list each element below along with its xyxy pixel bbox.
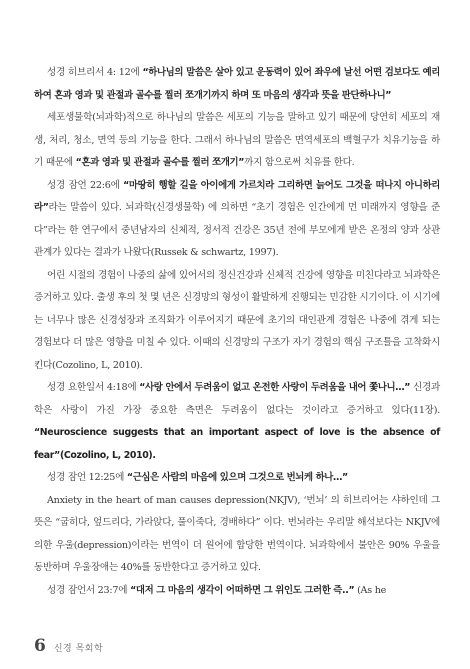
text-segment: 라는 말씀이 있다. 뇌과학(신경생물학) 에 의하면 “초기 경험은 인간에게 먼 미래까지 영향을 준다”라는 한 연구에서 중년남자의 신체적, 정서적 건강은 35년 전에 부모에게 받은 온정의 양과 상관관계가 있다는 결과가 나왔다(Russek & schwartz, 1997).: [34, 202, 440, 258]
page-number: 6: [34, 636, 46, 656]
paragraph: [34, 175, 440, 265]
text-segment: Anxiety in the heart of man causes depression(NKJV), ‘번뇌’ 의 히브리어는 샤하인데 그 뜻은 “굽히다, 엎드리다, 가라앉다, 풀이죽다, 경배하다” 이다. 번뇌라는 우리말 해석보다는 NKJV에 의한 우울(depression)이라는 번역이 더 원어에 합당한 번역이다. 뇌과학에서 불안은 90% 우울을 동반하며 우울장애는 40%를 동반한다고 증거하고 있다.: [34, 494, 440, 573]
scripture-quote: “하나님의 말씀은 살아 있고 운동력이 있어 좌우에 날선 어떤 검보다도 예리하여 혼과 영과 및 관절과 골수를 찔러 쪼개기까지 하며 또 마음의 생각과 뜻을 판단하나니”: [34, 67, 440, 101]
text-segment: (As he: [354, 584, 387, 596]
text-segment: 성경 잠언서 23:7에: [47, 584, 131, 596]
scripture-quote: “사랑 안에서 두려움이 없고 온전한 사랑이 두려움을 내어 쫓나니…”: [139, 382, 411, 393]
page-footer: [34, 636, 103, 656]
scripture-quote: “마땅히 행할 길을 아이에게 가르치라 그리하면 늙어도 그것을 떠나지 아니하리라”: [34, 179, 441, 213]
running-title: 신경 목회학: [53, 644, 104, 654]
paragraph: [34, 377, 440, 467]
text-segment: 신경과학은 사랑이 가진 가장 중요한 측면은 두려움이 없다는 것이라고 증거하고 있다(11장).: [34, 382, 440, 416]
text-segment: 성경 히브리서 4: 12에: [47, 67, 143, 78]
text-segment: 까지 함으로써 치유를 한다.: [244, 157, 355, 168]
paragraph: [34, 580, 440, 603]
paragraph: [34, 62, 440, 107]
text-segment: 성경 요한일서 4:18에: [47, 382, 140, 393]
scripture-quote: “근심은 사람의 마음에 있으며 그것으로 번뇌케 하나…”: [126, 472, 348, 483]
paragraph: [34, 467, 440, 490]
text-segment: 성경 잠언 22:6에: [47, 179, 124, 191]
text-segment: 세포생물학(뇌과학)적으로 하나님의 말씀은 세포의 기능을 말하고 있기 때문에 당연히 세포의 재생, 처리, 청소, 면역 등의 기능을 한다. 그래서 하나님의 말씀은 면역세포의 백혈구가 치유기능을 하기 때문에: [34, 112, 440, 168]
scripture-quote: “Neuroscience suggests that an important aspect of love is the absence of fear”(Cozolino, L, 2010).: [34, 427, 440, 461]
text-segment: 성경 잠언 12:25에: [47, 472, 127, 483]
paragraph: [34, 107, 440, 175]
scripture-quote: “혼과 영과 및 관절과 골수를 찔러 쪼개기”: [75, 157, 245, 168]
scripture-quote: “대저 그 마음의 생각이 어떠하면 그 위인도 그러한 즉..”: [130, 584, 355, 596]
paragraph: [34, 265, 440, 378]
body-text: [34, 62, 440, 602]
text-segment: 어린 시절의 경험이 나중의 삶에 있어서의 정신건강과 신체적 건강에 영향을 미친다라고 뇌과학은 증거하고 있다. 출생 후의 첫 몇 년은 신경망의 형성이 활발하게 진행되는 민감한 시기이다. 이 시기에는 너무나 많은 신경성장과 조직화가 이루어지기 때문에 초기의 대인관계 경험은 나중에 겪게 되는 경험보다 더 많은 영향을 미칠 수 있다. 이때의 신경망의 구조가 자기 경험의 핵심 구조틀을 고착화시킨다(Cozolino, L, 2010).: [34, 269, 440, 371]
paragraph: [34, 490, 440, 580]
